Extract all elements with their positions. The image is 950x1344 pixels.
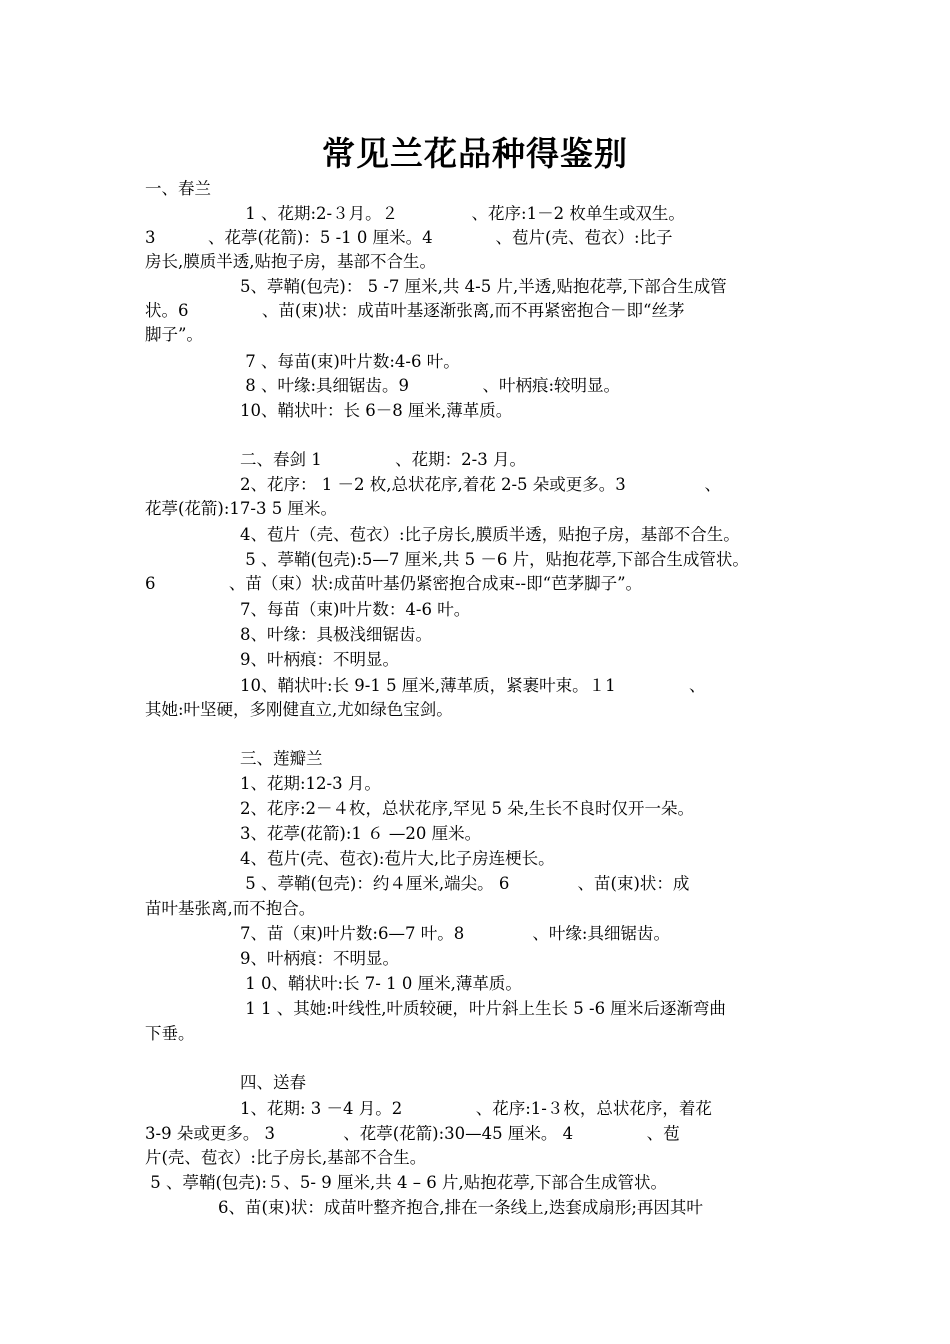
text-line: 2、花序： 1 －2 枚,总状花序,着花 2-5 朵或更多。3 ﻿、 — [240, 475, 721, 494]
text-line: 5 、葶鞘(包壳):５、5- 9 厘米,共 4 – 6 片,贴抱花葶,下部合生成管状。 — [145, 1173, 667, 1192]
text-line: 5 、葶鞘(包壳):5—7 厘米,共 5 －6 片，贴抱花葶,下部合生成管状。 — [240, 550, 749, 569]
text-line: 苗叶基张离,而不抱合。 — [145, 899, 316, 918]
section-heading-lianbanlan: 三、莲瓣兰 — [240, 749, 323, 768]
text-line: 其她:叶坚硬，多刚健直立,尤如绿色宝剑。 — [145, 700, 453, 719]
text-line: 脚子”。 — [145, 325, 203, 344]
text-line: 3 、花葶(花箭)：5 -1 0 厘米。4 ﻿、苞片(壳、苞衣）:比子 — [145, 228, 673, 247]
section-heading-chunjian: 二、春剑 1 ﻿、花期：2-3 月。 — [240, 450, 526, 469]
text-line: 8 、叶缘:具细锯齿。9 ﻿、叶柄痕:较明显。 — [240, 376, 621, 395]
text-line: 1 1 、其她:叶线性,叶质较硬，叶片斜上生长 5 -6 厘米后逐渐弯曲 — [240, 999, 726, 1018]
section-heading-chunlan: 一、春兰 — [145, 179, 211, 198]
text-line: 5 、葶鞘(包壳)：约４厘米,端尖。 6 ﻿、苗(束)状：成 — [240, 874, 690, 893]
text-line: 6、苗(束)状：成苗叶整齐抱合,排在一条线上,迭套成扇形;再因其叶 — [218, 1198, 703, 1217]
text-line: 10、鞘状叶:长 9-1 5 厘米,薄革质，紧裹叶束。１1 ﻿、 — [240, 676, 706, 695]
text-line: 7、苗（束)叶片数:6—7 叶。8 ﻿、叶缘:具细锯齿。 — [240, 924, 670, 943]
text-line: 4、苞片（壳、苞衣）:比子房长,膜质半透，贴抱子房，基部不合生。 — [240, 525, 740, 544]
text-line: 3、花葶(花箭):1 ６ —20 厘米。 — [240, 824, 482, 843]
page-title: 常见兰花品种得鉴别 — [322, 134, 628, 173]
text-line: 状。6 ﻿、苗(束)状：成苗叶基逐渐张离,而不再紧密抱合－即“丝茅 — [145, 301, 685, 320]
text-line: 6 ﻿、苗（束）状:成苗叶基仍紧密抱合成束--即“芭茅脚子”。 — [145, 574, 643, 593]
text-line: 8、叶缘：具极浅细锯齿。 — [240, 625, 432, 644]
text-line: 4、苞片(壳、苞衣):苞片大,比子房连梗长。 — [240, 849, 555, 868]
text-line: 1、花期:12-3 月。 — [240, 774, 381, 793]
text-line: 2、花序:2－４枚，总状花序,罕见 5 朵,生长不良时仅开一朵。 — [240, 799, 695, 818]
text-line: 9、叶柄痕：不明显。 — [240, 650, 399, 669]
section-heading-songchun: 四、送春 — [240, 1073, 306, 1092]
text-line: 10、鞘状叶：长 6－8 厘米,薄革质。 — [240, 401, 513, 420]
text-line: 1 0、鞘状叶:长 7- 1 0 厘米,薄革质。 — [240, 974, 522, 993]
text-line: 9、叶柄痕：不明显。 — [240, 949, 399, 968]
text-line: 7、每苗（束)叶片数：4-6 叶。 — [240, 600, 471, 619]
text-line: 房长,膜质半透,贴抱子房，基部不合生。 — [145, 252, 436, 271]
text-line: 下垂。 — [145, 1024, 195, 1043]
text-line: 5、葶鞘(包壳)： 5 -7 厘米,共 4-5 片,半透,贴抱花葶,下部合生成管 — [240, 277, 727, 296]
text-line: 花葶(花箭):17-3 5 厘米。 — [145, 499, 337, 518]
text-line: 1、花期: 3 －4 月。2 ﻿、花序:1-３枚，总状花序，着花 — [240, 1099, 712, 1118]
text-line: 片(壳、苞衣）:比子房长,基部不合生。 — [145, 1148, 427, 1167]
text-line: 1 、花期:2-３月。２ ﻿、花序:1－2 枚单生或双生。 ﻿ — [240, 204, 696, 223]
text-line: 3-9 朵或更多。 3 ﻿、花葶(花箭):30—45 厘米。 4 ﻿、苞 — [145, 1124, 680, 1143]
text-line: 7 、每苗(束)叶片数:4-6 叶。 — [240, 352, 460, 371]
